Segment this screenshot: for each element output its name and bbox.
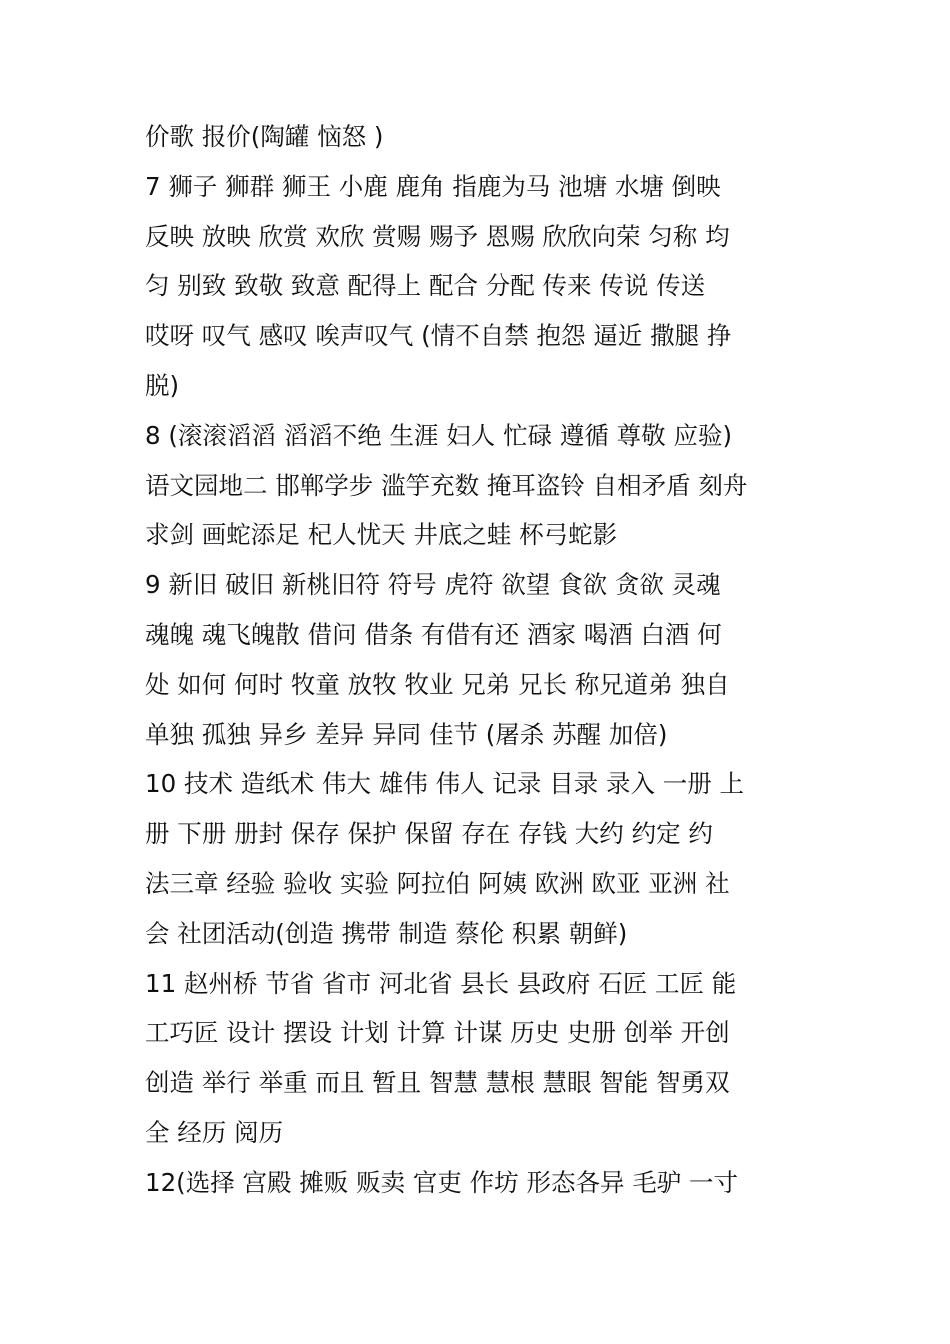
text-line-7: 8 (滚滚滔滔 滔滔不绝 生涯 妇人 忙碌 遵循 尊敬 应验)	[145, 420, 733, 450]
text-line-12: 处 如何 何时 牧童 放牧 牧业 兄弟 兄长 称兄道弟 独自	[145, 669, 730, 699]
text-line-3: 反映 放映 欣赏 欢欣 赏赐 赐予 恩赐 欣欣向荣 匀称 均	[145, 221, 730, 251]
text-line-8: 语文园地二 邯郸学步 滥竽充数 掩耳盗铃 自相矛盾 刻舟	[145, 470, 748, 500]
text-line-20: 创造 举行 举重 而且 暂且 智慧 慧根 慧眼 智能 智勇双	[145, 1068, 730, 1098]
text-line-16: 法三章 经验 验收 实验 阿拉伯 阿姨 欧洲 欧亚 亚洲 社	[145, 868, 730, 898]
text-line-2: 7 狮子 狮群 狮王 小鹿 鹿角 指鹿为马 池塘 水塘 倒映	[145, 171, 721, 201]
text-line-6: 脱)	[145, 370, 180, 400]
text-line-9: 求剑 画蛇添足 杞人忧天 井底之蛙 杯弓蛇影	[145, 520, 618, 550]
text-line-19: 工巧匠 设计 摆设 计划 计算 计谋 历史 史册 创举 开创	[145, 1018, 730, 1048]
text-line-18: 11 赵州桥 节省 省市 河北省 县长 县政府 石匠 工匠 能	[145, 968, 737, 998]
text-line-15: 册 下册 册封 保存 保护 保留 存在 存钱 大约 约定 约	[145, 819, 713, 849]
text-line-21: 全 经历 阅历	[145, 1117, 284, 1147]
text-line-17: 会 社团活动(创造 携带 制造 蔡伦 积累 朝鲜)	[145, 918, 628, 948]
text-line-10: 9 新旧 破旧 新桃旧符 符号 虎符 欲望 食欲 贪欲 灵魂	[145, 570, 721, 600]
text-line-1: 价歌 报价(陶罐 恼怒 )	[145, 122, 384, 151]
text-line-13: 单独 孤独 异乡 差异 异同 佳节 (屠杀 苏醒 加倍)	[145, 719, 668, 749]
vocabulary-text-block	[145, 112, 810, 1208]
text-line-5: 哎呀 叹气 感叹 唉声叹气 (情不自禁 抱怨 逼近 撒腿 挣	[145, 321, 732, 351]
text-line-14: 10 技术 造纸术 伟大 雄伟 伟人 记录 目录 录入 一册 上	[145, 769, 745, 799]
text-line-22: 12(选择 宫殿 摊贩 贩卖 官吏 作坊 形态各异 毛驴 一寸	[145, 1167, 739, 1197]
text-line-11: 魂魄 魂飞魄散 借问 借条 有借有还 酒家 喝酒 白酒 何	[145, 619, 722, 649]
text-line-4: 匀 别致 致敬 致意 配得上 配合 分配 传来 传说 传送	[145, 271, 706, 301]
